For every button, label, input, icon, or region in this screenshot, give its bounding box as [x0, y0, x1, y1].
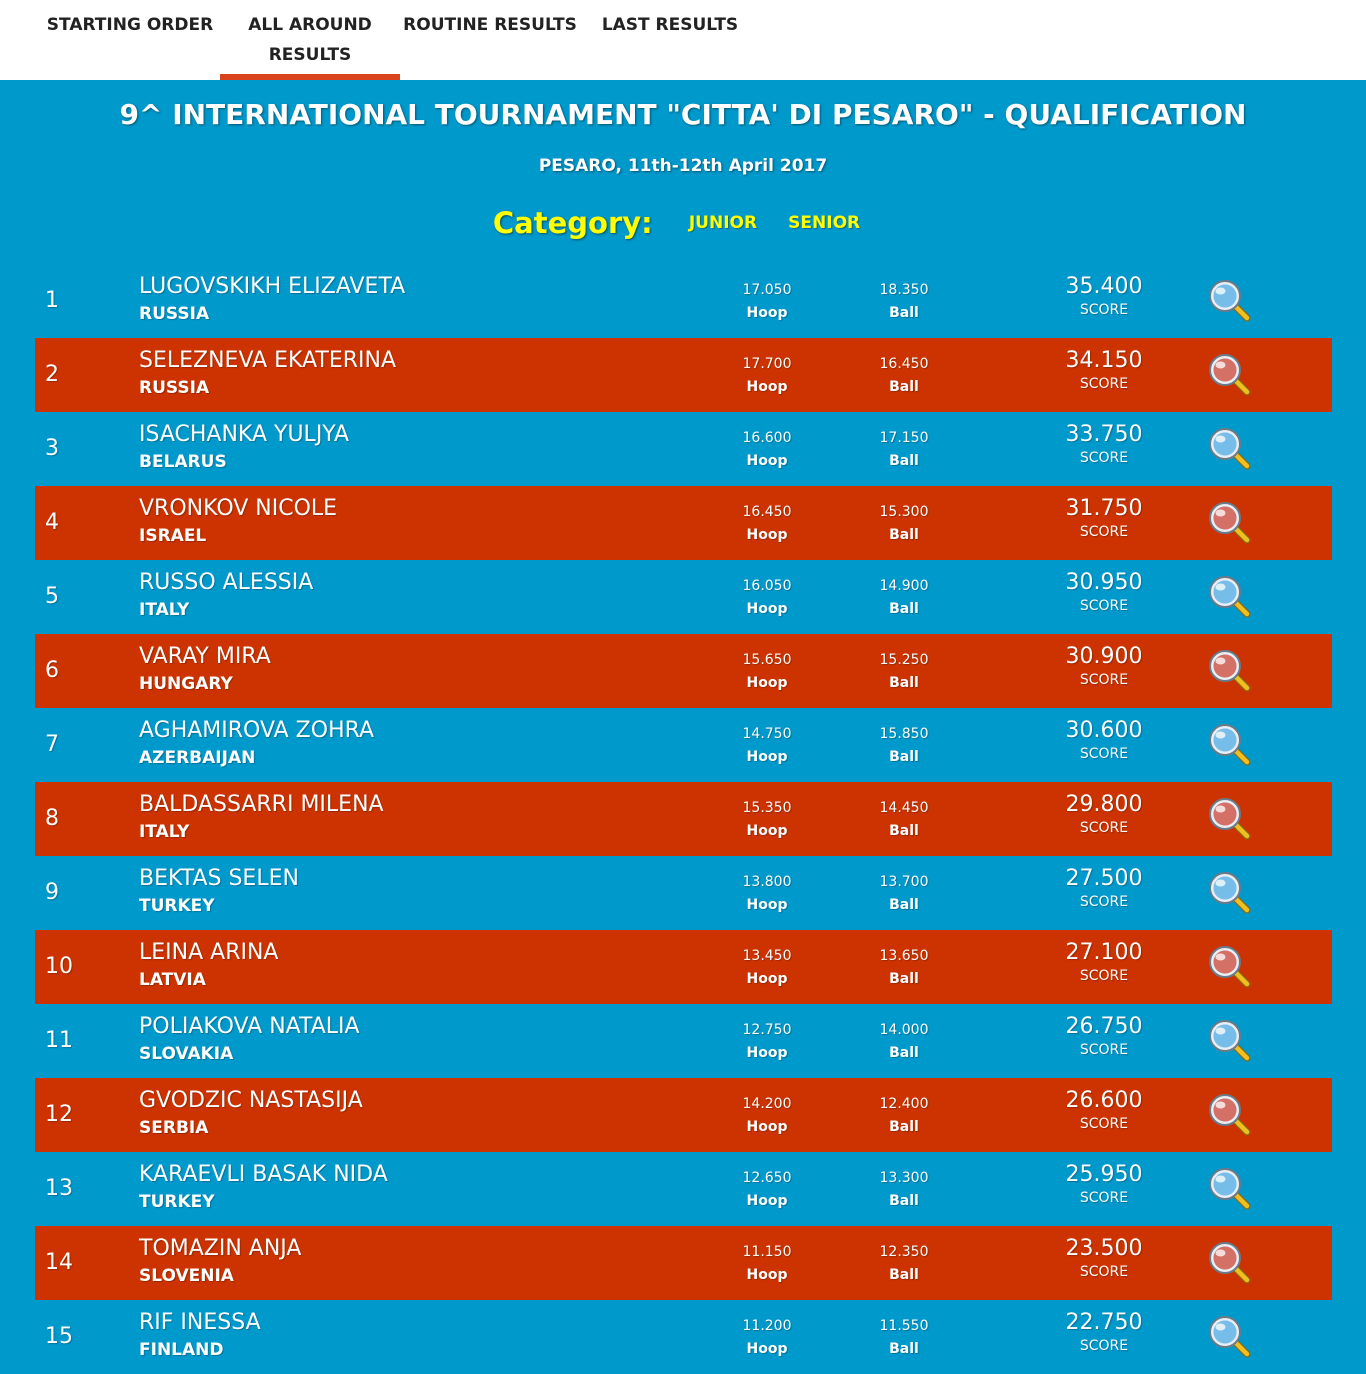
table-row: [35, 560, 1332, 634]
ball-value: 16.450: [879, 356, 929, 372]
total-score-label: SCORE: [1079, 1116, 1129, 1132]
magnifier-icon[interactable]: [1205, 1164, 1255, 1214]
total-score-label: SCORE: [1079, 894, 1129, 910]
tab-label: ALL AROUND: [248, 15, 372, 35]
ball-score: [844, 282, 964, 321]
hoop-value: 15.650: [742, 652, 792, 668]
ball-label: Ball: [889, 1341, 919, 1357]
athlete-name: VARAY MIRA: [139, 644, 271, 669]
hoop-label: Hoop: [746, 823, 788, 839]
rank: 12: [45, 1102, 73, 1127]
total-score-label: SCORE: [1079, 598, 1129, 614]
hoop-label: Hoop: [746, 1045, 788, 1061]
magnifier-icon[interactable]: [1205, 1312, 1255, 1362]
ball-score: [844, 356, 964, 395]
ball-label: Ball: [889, 749, 919, 765]
ball-value: 18.350: [879, 282, 929, 298]
athlete-name: SELEZNEVA EKATERINA: [139, 348, 397, 373]
hoop-score: [707, 726, 827, 765]
category-senior-link[interactable]: SENIOR: [788, 213, 861, 233]
rank: 3: [45, 436, 59, 461]
tab-label-line2: RESULTS: [268, 45, 352, 65]
table-row: [35, 782, 1332, 856]
ball-label: Ball: [889, 675, 919, 691]
total-score: [1044, 1014, 1164, 1058]
hoop-label: Hoop: [746, 601, 788, 617]
hoop-label: Hoop: [746, 453, 788, 469]
hoop-label: Hoop: [746, 749, 788, 765]
rank: 7: [45, 732, 59, 757]
tab-all-around-results[interactable]: [220, 0, 400, 80]
rank: 5: [45, 584, 59, 609]
ball-score: [844, 1170, 964, 1209]
athlete-name: TOMAZIN ANJA: [139, 1236, 302, 1261]
hoop-score: [707, 800, 827, 839]
ball-label: Ball: [889, 1267, 919, 1283]
hoop-score: [707, 874, 827, 913]
hoop-score: [707, 948, 827, 987]
athlete-country: TURKEY: [139, 896, 215, 916]
hoop-value: 16.450: [742, 504, 792, 520]
total-score: [1044, 1310, 1164, 1354]
total-score-label: SCORE: [1079, 302, 1129, 318]
ball-score: [844, 726, 964, 765]
athlete-country: FINLAND: [139, 1340, 224, 1360]
total-score-value: 26.600: [1065, 1088, 1143, 1113]
table-row: [35, 264, 1332, 338]
rank: 10: [45, 954, 73, 979]
magnifier-icon[interactable]: [1205, 1090, 1255, 1140]
total-score-value: 31.750: [1065, 496, 1143, 521]
total-score-label: SCORE: [1079, 672, 1129, 688]
total-score-label: SCORE: [1079, 1190, 1129, 1206]
tab-last-results[interactable]: [580, 0, 760, 80]
ball-value: 12.350: [879, 1244, 929, 1260]
hoop-value: 14.200: [742, 1096, 792, 1112]
hoop-label: Hoop: [746, 1267, 788, 1283]
rank: 2: [45, 362, 59, 387]
hoop-value: 14.750: [742, 726, 792, 742]
total-score: [1044, 792, 1164, 836]
athlete-name: LEINA ARINA: [139, 940, 279, 965]
total-score-label: SCORE: [1079, 820, 1129, 836]
rank: 14: [45, 1250, 73, 1275]
total-score-value: 23.500: [1065, 1236, 1143, 1261]
total-score-label: SCORE: [1079, 376, 1129, 392]
athlete-name: ISACHANKA YULJYA: [139, 422, 350, 447]
table-row: [35, 930, 1332, 1004]
table-row: [35, 1226, 1332, 1300]
hoop-score: [707, 282, 827, 321]
total-score-value: 26.750: [1065, 1014, 1143, 1039]
hoop-score: [707, 1022, 827, 1061]
ball-value: 13.300: [879, 1170, 929, 1186]
ball-value: 13.700: [879, 874, 929, 890]
category-junior-link[interactable]: JUNIOR: [688, 213, 758, 233]
total-score-value: 30.900: [1065, 644, 1143, 669]
ball-label: Ball: [889, 971, 919, 987]
table-row: [35, 634, 1332, 708]
ball-label: Ball: [889, 379, 919, 395]
hoop-label: Hoop: [746, 1193, 788, 1209]
hoop-score: [707, 1170, 827, 1209]
ball-score: [844, 874, 964, 913]
total-score-label: SCORE: [1079, 450, 1129, 466]
total-score: [1044, 274, 1164, 318]
ball-label: Ball: [889, 305, 919, 321]
tab-label: STARTING ORDER: [46, 15, 214, 35]
athlete-country: SLOVENIA: [139, 1266, 234, 1286]
ball-score: [844, 800, 964, 839]
athlete-name: BEKTAS SELEN: [139, 866, 299, 891]
tab-label: ROUTINE RESULTS: [403, 15, 577, 35]
ball-label: Ball: [889, 1193, 919, 1209]
total-score-value: 35.400: [1065, 274, 1143, 299]
ball-label: Ball: [889, 823, 919, 839]
hoop-value: 12.650: [742, 1170, 792, 1186]
category-label: Category:: [492, 206, 653, 240]
total-score: [1044, 718, 1164, 762]
total-score-label: SCORE: [1079, 1042, 1129, 1058]
total-score: [1044, 1088, 1164, 1132]
ball-value: 14.000: [879, 1022, 929, 1038]
tab-starting-order[interactable]: [40, 0, 220, 80]
hoop-score: [707, 1244, 827, 1283]
event-subtitle: PESARO, 11th-12th April 2017: [538, 156, 828, 176]
magnifier-icon[interactable]: [1205, 942, 1255, 992]
table-row: [35, 338, 1332, 412]
magnifier-icon[interactable]: [1205, 720, 1255, 770]
total-score-value: 27.500: [1065, 866, 1143, 891]
total-score: [1044, 644, 1164, 688]
ball-label: Ball: [889, 897, 919, 913]
ball-score: [844, 1096, 964, 1135]
athlete-country: LATVIA: [139, 970, 206, 990]
ball-score: [844, 1022, 964, 1061]
total-score: [1044, 496, 1164, 540]
total-score-label: SCORE: [1079, 746, 1129, 762]
total-score-value: 30.600: [1065, 718, 1143, 743]
magnifier-icon[interactable]: [1205, 572, 1255, 622]
hoop-score: [707, 578, 827, 617]
ball-score: [844, 948, 964, 987]
ball-value: 11.550: [879, 1318, 929, 1334]
athlete-name: LUGOVSKIKH ELIZAVETA: [139, 274, 406, 299]
table-row: [35, 1300, 1332, 1374]
hoop-score: [707, 1096, 827, 1135]
magnifier-icon[interactable]: [1205, 868, 1255, 918]
table-row: [35, 1152, 1332, 1226]
hoop-value: 15.350: [742, 800, 792, 816]
total-score-label: SCORE: [1079, 524, 1129, 540]
ball-label: Ball: [889, 1045, 919, 1061]
magnifier-icon[interactable]: [1205, 498, 1255, 548]
ball-label: Ball: [889, 527, 919, 543]
total-score: [1044, 570, 1164, 614]
athlete-country: BELARUS: [139, 452, 227, 472]
tab-label: LAST RESULTS: [601, 15, 739, 35]
ball-score: [844, 430, 964, 469]
athlete-name: POLIAKOVA NATALIA: [139, 1014, 360, 1039]
ball-score: [844, 578, 964, 617]
athlete-country: ITALY: [139, 822, 190, 842]
results-table: [35, 264, 1332, 1374]
magnifier-icon[interactable]: [1205, 794, 1255, 844]
hoop-value: 17.050: [742, 282, 792, 298]
athlete-country: SERBIA: [139, 1118, 209, 1138]
total-score: [1044, 1162, 1164, 1206]
table-row: [35, 486, 1332, 560]
page-title: 9^ INTERNATIONAL TOURNAMENT "CITTA' DI PESARO" - QUALIFICATION: [119, 98, 1247, 131]
ball-value: 15.300: [879, 504, 929, 520]
athlete-name: KARAEVLI BASAK NIDA: [139, 1162, 388, 1187]
athlete-country: ITALY: [139, 600, 190, 620]
ball-score: [844, 1318, 964, 1357]
hoop-label: Hoop: [746, 305, 788, 321]
ball-label: Ball: [889, 1119, 919, 1135]
tab-routine-results[interactable]: [400, 0, 580, 80]
total-score: [1044, 940, 1164, 984]
athlete-country: RUSSIA: [139, 304, 210, 324]
hoop-value: 16.600: [742, 430, 792, 446]
hoop-label: Hoop: [746, 1341, 788, 1357]
hoop-value: 11.200: [742, 1318, 792, 1334]
rank: 11: [45, 1028, 73, 1053]
athlete-name: VRONKOV NICOLE: [139, 496, 338, 521]
total-score: [1044, 348, 1164, 392]
magnifier-icon[interactable]: [1205, 1016, 1255, 1066]
total-score: [1044, 422, 1164, 466]
athlete-country: SLOVAKIA: [139, 1044, 234, 1064]
hoop-value: 16.050: [742, 578, 792, 594]
magnifier-icon[interactable]: [1205, 424, 1255, 474]
table-row: [35, 412, 1332, 486]
total-score: [1044, 1236, 1164, 1280]
total-score-value: 30.950: [1065, 570, 1143, 595]
ball-score: [844, 652, 964, 691]
total-score-value: 25.950: [1065, 1162, 1143, 1187]
total-score-label: SCORE: [1079, 1338, 1129, 1354]
hoop-label: Hoop: [746, 379, 788, 395]
table-row: [35, 1004, 1332, 1078]
athlete-country: TURKEY: [139, 1192, 215, 1212]
athlete-country: RUSSIA: [139, 378, 210, 398]
rank: 13: [45, 1176, 73, 1201]
athlete-name: RIF INESSA: [139, 1310, 261, 1335]
rank: 8: [45, 806, 59, 831]
category-selector: [0, 206, 1366, 240]
athlete-country: ISRAEL: [139, 526, 207, 546]
total-score-label: SCORE: [1079, 1264, 1129, 1280]
total-score-value: 29.800: [1065, 792, 1143, 817]
rank: 6: [45, 658, 59, 683]
athlete-name: GVODZIC NASTASIJA: [139, 1088, 363, 1113]
athlete-name: BALDASSARRI MILENA: [139, 792, 384, 817]
rank: 4: [45, 510, 59, 535]
ball-label: Ball: [889, 453, 919, 469]
rank: 9: [45, 880, 59, 905]
magnifier-icon[interactable]: [1205, 350, 1255, 400]
table-row: [35, 708, 1332, 782]
top-navigation: [0, 0, 1366, 80]
magnifier-icon[interactable]: [1205, 1238, 1255, 1288]
hoop-value: 17.700: [742, 356, 792, 372]
hoop-value: 13.450: [742, 948, 792, 964]
hoop-score: [707, 1318, 827, 1357]
ball-value: 17.150: [879, 430, 929, 446]
ball-score: [844, 1244, 964, 1283]
athlete-country: HUNGARY: [139, 674, 233, 694]
hoop-score: [707, 652, 827, 691]
total-score-value: 27.100: [1065, 940, 1143, 965]
ball-value: 14.900: [879, 578, 929, 594]
ball-value: 12.400: [879, 1096, 929, 1112]
magnifier-icon[interactable]: [1205, 646, 1255, 696]
ball-value: 15.250: [879, 652, 929, 668]
total-score-value: 33.750: [1065, 422, 1143, 447]
hoop-value: 12.750: [742, 1022, 792, 1038]
ball-value: 13.650: [879, 948, 929, 964]
athlete-name: RUSSO ALESSIA: [139, 570, 314, 595]
total-score-value: 34.150: [1065, 348, 1143, 373]
rank: 1: [45, 288, 59, 313]
ball-value: 14.450: [879, 800, 929, 816]
table-row: [35, 1078, 1332, 1152]
rank: 15: [45, 1324, 73, 1349]
hoop-score: [707, 504, 827, 543]
hoop-label: Hoop: [746, 897, 788, 913]
total-score-label: SCORE: [1079, 968, 1129, 984]
total-score-value: 22.750: [1065, 1310, 1143, 1335]
hoop-label: Hoop: [746, 675, 788, 691]
ball-score: [844, 504, 964, 543]
hoop-label: Hoop: [746, 971, 788, 987]
ball-label: Ball: [889, 601, 919, 617]
hoop-value: 11.150: [742, 1244, 792, 1260]
magnifier-icon[interactable]: [1205, 276, 1255, 326]
hoop-label: Hoop: [746, 527, 788, 543]
table-row: [35, 856, 1332, 930]
hoop-score: [707, 430, 827, 469]
athlete-country: AZERBAIJAN: [139, 748, 256, 768]
hoop-label: Hoop: [746, 1119, 788, 1135]
athlete-name: AGHAMIROVA ZOHRA: [139, 718, 375, 743]
total-score: [1044, 866, 1164, 910]
hoop-value: 13.800: [742, 874, 792, 890]
hoop-score: [707, 356, 827, 395]
ball-value: 15.850: [879, 726, 929, 742]
results-panel: [0, 80, 1366, 1374]
